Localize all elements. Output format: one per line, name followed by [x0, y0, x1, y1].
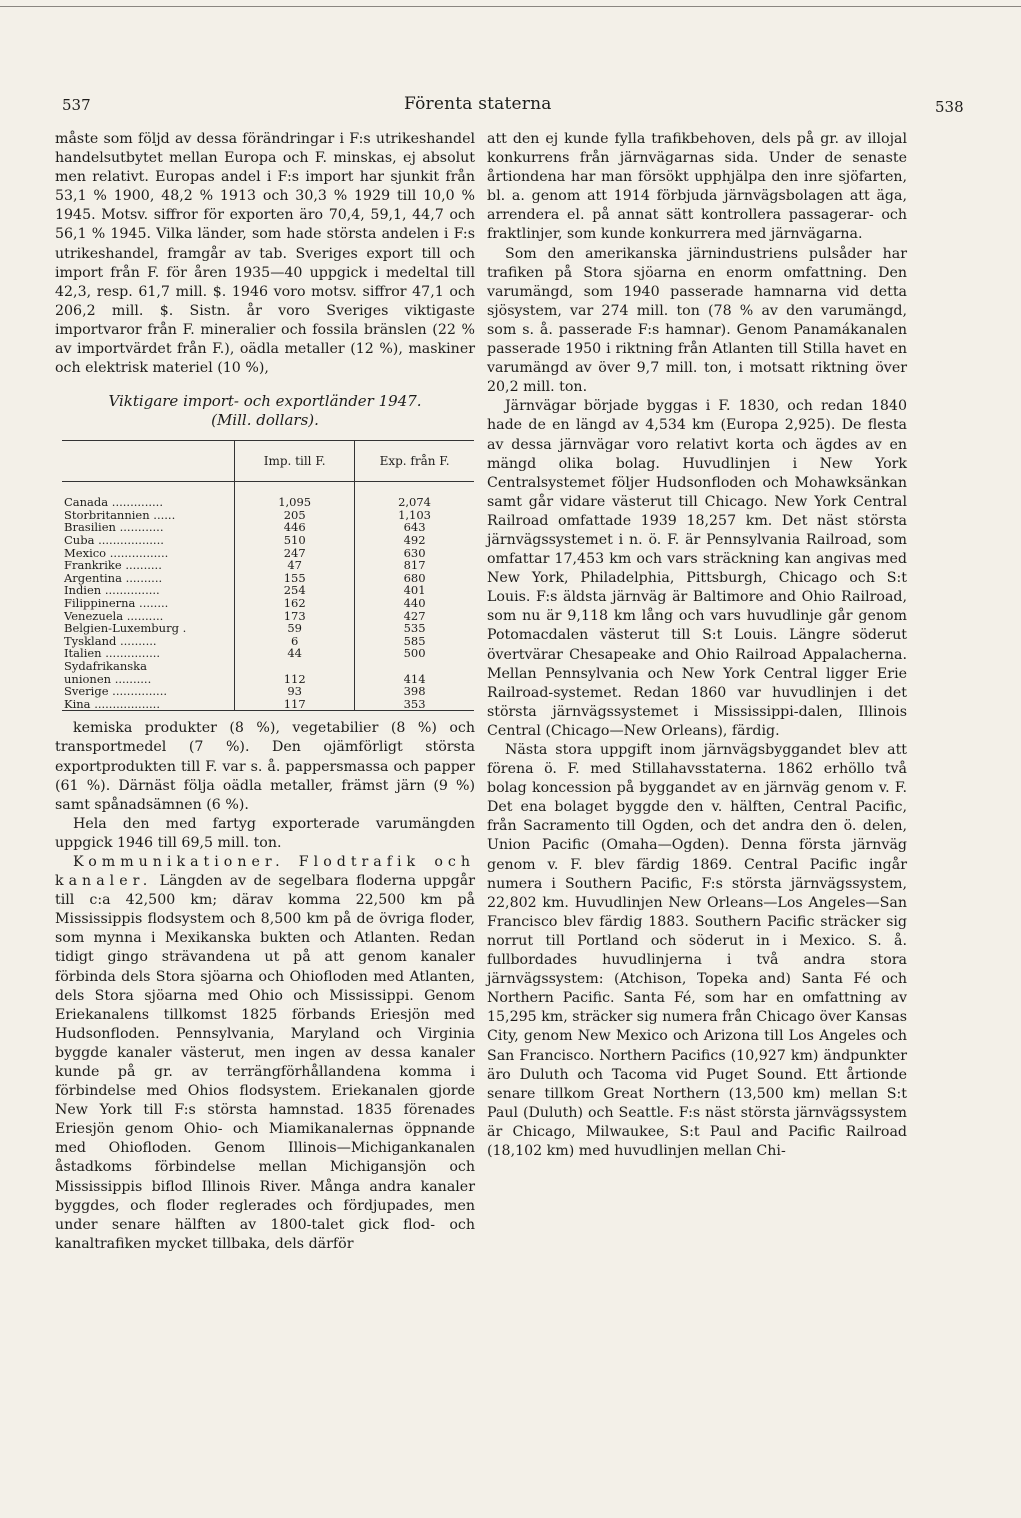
left-paragraph-4-text: Längden av de segelbara floderna uppgår till c:a 42,500 km; därav komma 22,500 km på Mississippis flodsystem och 8,500 km på de övriga floder, som mynna i Mexikanska bukten och Atlanten. Redan tidigt gingo strävandena ut på att genom kanaler förbinda dels Stora sjöarna och Ohiofloden med Atlanten, dels Stora sjöarna med Ohio och Mississippi. Genom Eriekanalens tillkomst 1825 förbands Eriesjön med Hudsonfloden. Pennsylvania, Maryland och Virginia byggde kanaler västerut, men ingen av dessa kanaler kunde på gr. av terrängförhållandena komma i förbindelse med Ohios flodsystem. Eriekanalen gjorde New York till F:s största hamnstad. 1835 förenades Eriesjön genom Ohio- och Miamikanalernas öppnande med Ohiofloden. Genom Illinois—Michigankanalen åstadkoms förbindelse mellan Michigansjön och Mississippis biflod Illinois River. Många andra kanaler byggdes, och floder reglerades och fördjupades, men under senare hälften av 1800-talet gick flod- och kanaltrafiken mycket tillbaka, dels därför [55, 873, 475, 1252]
country-cell: Sverige ............... [64, 684, 168, 699]
right-paragraph-4: Nästa stora uppgift inom järnvägsbyggandet blev att förena ö. F. med Stillahavsstaterna. 1862 erhöllo två bolag koncession på byggandet av en järnväg genom v. F. Det ena bolaget byggde den v. hälften, Central Pacific, från Sacramento till Ogden, och det andra den ö. delen, Union Pacific (Omaha—Ogden). Denna första järnväg genom v. F. blev färdig 1869. Central Pacific ingår numera i Southern Pacific, F:s största järnvägssystem, 22,802 km. Huvudlinjen New Orleans—Los Angeles—San Francisco blev färdig 1883. Southern Pacific sträcker sig norrut till Portland och söderut in i Mexico. S. å. fullbordades huvudlinjerna i två andra stora järnvägssystem: (Atchison, Topeka and) Santa Fé och Northern Pacific. Santa Fé, som har en omfattning av 15,295 km, sträcker sig numera från Chicago över Kansas City, genom New Mexico och Arizona till Los Angeles och San Francisco. Northern Pacifics (10,927 km) ändpunkter äro Duluth och Tacoma vid Puget Sound. Ett årtionde senare tillkom Great Northern (13,500 km) mellan S:t Paul (Duluth) och Seattle. F:s näst största järnvägssystem är Chicago, Milwaukee, S:t Paul and Pacific Railroad (18,102 km) med huvudlinjen mellan Chi- [487, 742, 907, 1159]
table-row [62, 597, 474, 610]
export-cell: 817 [355, 559, 474, 572]
table-row [62, 660, 474, 673]
import-cell: 510 [235, 534, 355, 547]
import-cell: 117 [235, 698, 355, 711]
page-number-left: 537 [62, 96, 91, 114]
export-cell: 535 [355, 622, 474, 635]
table-row [62, 622, 474, 635]
table-header-import: Imp. till F. [235, 441, 355, 482]
right-column [487, 130, 907, 1161]
right-paragraph-3: Järnvägar började byggas i F. 1830, och redan 1840 hade de en längd av 4,534 km (Europa 2,925). De flesta av dessa järnvägar voro relativt korta och ägdes av en mängd olika bolag. Huvudlinjen i New York Centralsystemet följer Hudsonfloden och Mohawksänkan samt går vidare västerut till Chicago. New York Central Railroad omfattade 1939 18,257 km. Det näst största järnvägssystemet i n. ö. F. är Pennsylvania Railroad, som omfattar 17,453 km och vars sträckning kan angivas med New York, Philadelphia, Pittsburgh, Chicago och S:t Louis. F:s äldsta järnväg är Baltimore and Ohio Railroad, som nu är 9,118 km lång och vars huvudlinje går genom Potomacdalen västerut till S:t Louis. Längre söderut övertvärar Chesapeake and Ohio Railroad Appalacherna. Mellan Pennsylvania och New York Central ligger Erie Railroad-systemet. Redan 1860 var huvudlinjen i det största järnvägssystemet i Mississippi-dalen, Illinois Central (Chicago—New Orleans), färdig. [487, 398, 907, 739]
country-cell: Venezuela .......... [64, 608, 164, 623]
running-title: Förenta staterna [404, 94, 552, 114]
export-cell: 353 [355, 698, 474, 711]
table-caption [55, 392, 475, 430]
country-cell: Kina .................. [62, 698, 235, 711]
export-cell: 398 [355, 685, 474, 698]
import-cell: 247 [235, 547, 355, 560]
left-paragraph-3: Hela den med fartyg exporterade varumängden uppgick 1946 till 69,5 mill. ton. [55, 815, 475, 851]
country-cell: unionen .......... [64, 671, 152, 686]
import-cell: 112 [235, 673, 355, 686]
country-cell: Mexico ................ [64, 545, 169, 560]
table-header-export: Exp. från F. [355, 441, 474, 482]
country-cell: Sydafrikanska [64, 658, 147, 673]
country-cell: Belgien-Luxemburg . [64, 621, 187, 636]
left-column [55, 130, 475, 1254]
export-cell: 585 [355, 635, 474, 648]
export-cell: 680 [355, 572, 474, 585]
export-cell: 500 [355, 647, 474, 660]
import-cell: 155 [235, 572, 355, 585]
table-caption-title: Viktigare import- och exportländer 1947. [108, 392, 422, 411]
country-cell: Frankrike .......... [64, 558, 162, 573]
section-heading-kommunikationer: Kommunikationer. Flodtrafik och kanaler. [55, 853, 475, 890]
country-cell: Indien ............... [64, 583, 160, 598]
import-cell: 47 [235, 559, 355, 572]
export-cell: 630 [355, 547, 474, 560]
table-row [62, 685, 474, 698]
export-cell: 440 [355, 597, 474, 610]
import-cell: 446 [235, 521, 355, 534]
export-cell: 401 [355, 584, 474, 597]
left-paragraph-2: kemiska produkter (8 %), vegetabilier (8 %) och transportmedel (7 %). Den ojämförligt största exportprodukten till F. var s. å. pappersmassa och papper (61 %). Därnäst följa oädla metaller, främst järn (9 %) samt spånadsämnen (6 %). [55, 720, 475, 813]
export-cell: 427 [355, 610, 474, 623]
import-cell: 162 [235, 597, 355, 610]
import-cell: 254 [235, 584, 355, 597]
export-cell: 414 [355, 673, 474, 686]
top-rule [0, 6, 1021, 7]
left-paragraph-4 [55, 853, 475, 1254]
country-cell: Filippinerna ........ [64, 595, 169, 610]
right-paragraph-2: Som den amerikanska järnindustriens pulsåder har trafiken på Stora sjöarna en enorm omfattning. Den varumängd, som 1940 passerade hamnarna vid detta sjösystem, var 274 mill. ton (78 % av den varumängd, som s. å. passerade F:s hamnar). Genom Panamákanalen passerade 1950 i riktning från Atlanten till Stilla havet en varumängd av över 9,7 mill. ton, i motsatt riktning över 20,2 mill. ton. [487, 245, 907, 396]
import-cell: 6 [235, 635, 355, 648]
country-cell: Tyskland .......... [64, 633, 157, 648]
right-paragraph-1: att den ej kunde fylla trafikbehoven, dels på gr. av illojal konkurrens från järnvägarnas sida. Under de senaste årtiondena har man försökt upphjälpa den inre sjöfarten, bl. a. genom att 1914 förbjuda järnvägsbolagen att äga, arrendera el. på annat sätt kontrollera passagerar- och fraktlinjer, som kunde konkurrera med järnvägarna. [487, 131, 907, 243]
page-number-right: 538 [935, 98, 964, 116]
import-cell: 59 [235, 622, 355, 635]
country-cell: Argentina .......... [64, 570, 163, 585]
country-cell: Cuba .................. [64, 533, 164, 547]
country-cell: Storbritannien ...... [64, 507, 176, 522]
import-cell: 205 [235, 509, 355, 522]
export-cell [355, 660, 474, 673]
trade-table [62, 440, 474, 711]
table-row [62, 534, 474, 547]
country-cell: Italien ............... [64, 646, 161, 661]
export-cell: 2,074 [355, 496, 474, 509]
import-cell: 1,095 [235, 496, 355, 509]
table-row [62, 698, 474, 711]
left-paragraph-1: måste som följd av dessa förändringar i F:s utrikeshandel handelsutbytet mellan Europa och F. minskas, ej absolut men relativt. Europas andel i F:s import har sjunkit från 53,1 % 1900, 48,2 % 1913 och 30,3 % 1929 till 10,0 % 1945. Motsv. siffror för exporten äro 70,4, 59,1, 44,7 och 56,1 % 1945. Vilka länder, som hade största andelen i F:s utrikeshandel, framgår av tab. Sveriges export till och import från F. för åren 1935—40 uppgick i medeltal till 42,3, resp. 61,7 mill. $. 1946 voro motsv. siffror 47,1 och 206,2 mill. $. Sistn. år voro Sveriges viktigaste importvaror från F. mineralier och fossila bränslen (22 % av importvärdet från F.), oädla metaller (12 %), maskiner och elektrisk materiel (10 %), [55, 131, 475, 377]
import-cell: 44 [235, 647, 355, 660]
import-cell [235, 660, 355, 673]
table-caption-unit: (Mill. dollars). [211, 411, 319, 430]
country-cell: Canada .............. [64, 495, 163, 510]
export-cell: 1,103 [355, 509, 474, 522]
export-cell: 492 [355, 534, 474, 547]
export-cell: 643 [355, 521, 474, 534]
table-header-blank [62, 441, 235, 482]
trade-table-body [62, 482, 474, 711]
import-cell: 93 [235, 685, 355, 698]
import-cell: 173 [235, 610, 355, 623]
table-row [62, 496, 474, 509]
country-cell: Brasilien ............ [64, 520, 164, 535]
table-row [62, 559, 474, 572]
